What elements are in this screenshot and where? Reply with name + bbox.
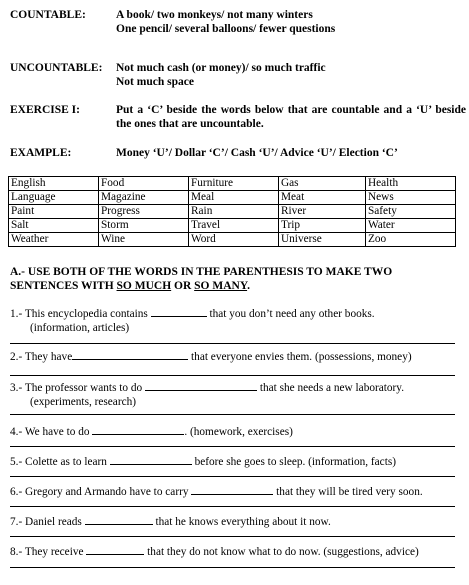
answer-blank[interactable] — [191, 484, 273, 495]
question-2 — [10, 349, 455, 364]
table-cell: Furniture — [189, 177, 279, 191]
question-4 — [10, 424, 455, 439]
table-cell: English — [9, 177, 99, 191]
uncountable-examples-line1: Not much cash (or money)/ so much traffic — [116, 62, 326, 74]
answer-blank[interactable] — [72, 349, 188, 360]
countable-examples-line1: A book/ two monkeys/ not many winters — [116, 9, 313, 21]
exercise-label: EXERCISE I: — [10, 104, 80, 116]
question-text: 7.- Daniel reads — [10, 516, 82, 528]
example-label: EXAMPLE: — [10, 147, 72, 159]
table-row — [9, 177, 456, 191]
uncountable-examples-line2: Not much space — [116, 76, 194, 88]
table-cell: Travel — [189, 219, 279, 233]
answer-blank[interactable] — [86, 544, 144, 555]
so-much-term: SO MUCH — [116, 280, 172, 292]
instruction-or: OR — [171, 280, 195, 292]
question-6 — [10, 484, 455, 499]
table-row — [9, 233, 456, 247]
question-3 — [10, 380, 455, 409]
example-text: Money ‘U’/ Dollar ‘C’/ Cash ‘U’/ Advice ‘U’/ Election ‘C’ — [116, 147, 398, 159]
word-table — [8, 176, 456, 247]
question-text: 2.- They have — [10, 351, 73, 363]
table-cell: Zoo — [366, 233, 456, 247]
table-cell: Progress — [99, 205, 189, 219]
question-8 — [10, 544, 455, 559]
table-cell: Wine — [99, 233, 189, 247]
answer-blank[interactable] — [92, 424, 184, 435]
question-text: that you don’t need any other books. — [209, 308, 375, 320]
question-text: 3.- The professor wants to do — [10, 382, 143, 394]
question-text: that he knows everything about it now. — [155, 516, 331, 528]
table-cell: Water — [366, 219, 456, 233]
question-hint: (experiments, research) — [30, 396, 137, 408]
question-7 — [10, 514, 455, 529]
question-hint: (information, articles) — [30, 322, 130, 334]
countable-label: COUNTABLE: — [10, 9, 86, 21]
table-cell: Weather — [9, 233, 99, 247]
table-cell: Safety — [366, 205, 456, 219]
table-cell: Word — [189, 233, 279, 247]
answer-line[interactable] — [10, 343, 455, 344]
table-cell: Storm — [99, 219, 189, 233]
question-text: that she needs a new laboratory. — [259, 382, 405, 394]
answer-blank[interactable] — [85, 514, 153, 525]
instruction-end: . — [247, 280, 250, 292]
answer-blank[interactable] — [151, 306, 207, 317]
question-1 — [10, 306, 455, 335]
table-cell: Magazine — [99, 191, 189, 205]
table-cell: Meat — [279, 191, 366, 205]
table-cell: Paint — [9, 205, 99, 219]
table-cell: Trip — [279, 219, 366, 233]
question-text: 8.- They receive — [10, 546, 84, 558]
question-text: 5.- Colette as to learn — [10, 456, 107, 468]
question-text: before she goes to sleep. (information, facts) — [194, 456, 396, 468]
table-row — [9, 191, 456, 205]
table-cell: Language — [9, 191, 99, 205]
question-text: 4.- We have to do — [10, 426, 90, 438]
table-cell: Meal — [189, 191, 279, 205]
exercise-instruction: Put a ‘C’ beside the words below that are countable and a ‘U’ beside the ones that are uncountable. — [116, 104, 466, 130]
question-text: 6.- Gregory and Armando have to carry — [10, 486, 189, 498]
table-cell: News — [366, 191, 456, 205]
table-cell: Food — [99, 177, 189, 191]
so-many-term: SO MANY — [194, 280, 248, 292]
table-cell: Health — [366, 177, 456, 191]
table-cell: Rain — [189, 205, 279, 219]
instruction-text: A.- USE BOTH OF THE WORDS IN THE PARENTHESIS TO MAKE TWO SENTENCES WITH — [10, 266, 393, 292]
answer-line[interactable] — [10, 414, 455, 415]
section-a-instruction — [10, 265, 455, 293]
answer-line[interactable] — [10, 506, 455, 507]
table-cell: Gas — [279, 177, 366, 191]
question-text: that they will be tired very soon. — [276, 486, 423, 498]
countable-examples-line2: One pencil/ several balloons/ fewer questions — [116, 23, 336, 35]
answer-blank[interactable] — [110, 454, 192, 465]
table-row — [9, 219, 456, 233]
answer-line[interactable] — [10, 536, 455, 537]
question-text: . (homework, exercises) — [184, 426, 293, 438]
question-text: that everyone envies them. (possessions, money) — [191, 351, 412, 363]
question-text: 1.- This encyclopedia contains — [10, 308, 148, 320]
answer-line[interactable] — [10, 375, 455, 376]
question-text: that they do not know what to do now. (suggestions, advice) — [147, 546, 419, 558]
answer-line[interactable] — [10, 476, 455, 477]
answer-line[interactable] — [10, 567, 455, 568]
question-5 — [10, 454, 455, 469]
table-row — [9, 205, 456, 219]
answer-line[interactable] — [10, 446, 455, 447]
table-cell: Salt — [9, 219, 99, 233]
table-cell: River — [279, 205, 366, 219]
table-cell: Universe — [279, 233, 366, 247]
uncountable-label: UNCOUNTABLE: — [10, 62, 103, 74]
answer-blank[interactable] — [145, 380, 257, 391]
